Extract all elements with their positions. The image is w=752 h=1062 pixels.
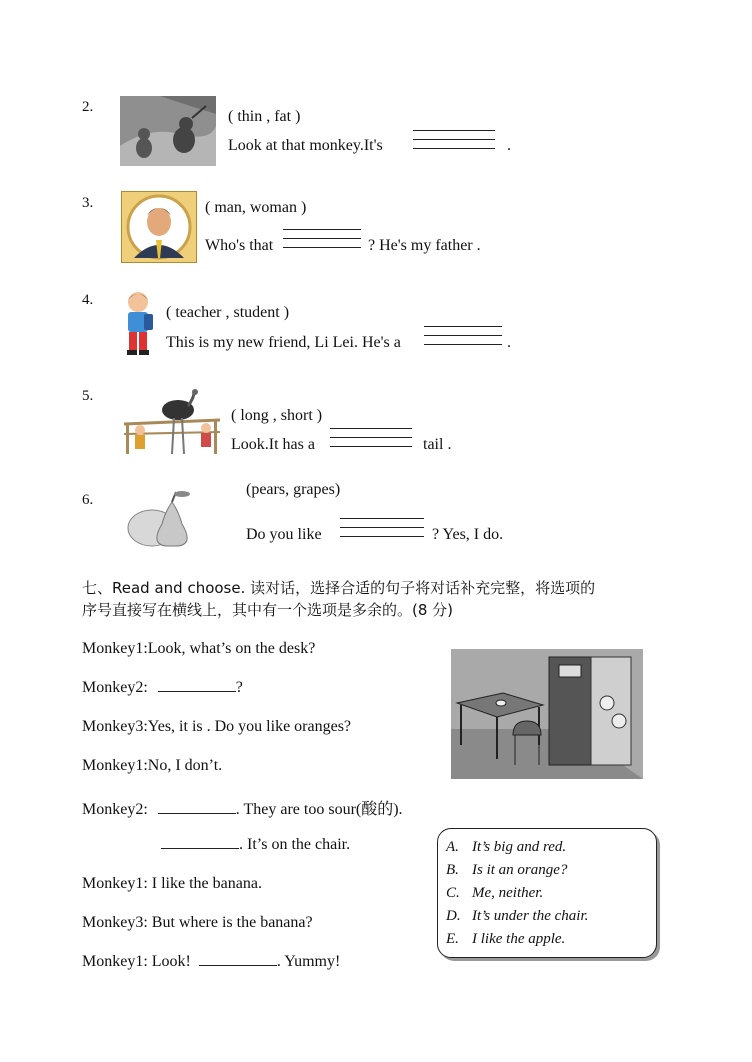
student-image [120, 290, 156, 362]
option-label: E. [446, 931, 459, 947]
q6-number: 6. [82, 492, 94, 508]
q2-answer-lines[interactable] [413, 130, 495, 157]
q5-end: tail . [423, 436, 452, 453]
father-image [121, 191, 197, 263]
option-d [446, 908, 588, 925]
line-end: ? [235, 679, 243, 696]
q5-sentence: Look.It has a [231, 436, 315, 453]
line-end: . Yummy! [276, 953, 341, 970]
section7-heading-line2: 序号直接写在横线上，其中有一个选项是多余的。(8 分) [82, 601, 454, 619]
dialogue-line-8: Monkey3: But where is the banana? [82, 914, 313, 931]
q6-options: (pears, grapes) [246, 481, 341, 498]
ostrich-image [122, 388, 220, 458]
option-text: It’s big and red. [472, 839, 567, 855]
option-e [446, 931, 565, 948]
answer-blank-3[interactable] [161, 848, 239, 849]
q4-options: ( teacher , student ) [166, 304, 290, 321]
option-b [446, 862, 567, 879]
q5-options: ( long , short ) [231, 407, 323, 424]
monkeys-image [120, 96, 216, 166]
q4-number: 4. [82, 292, 94, 308]
option-c [446, 885, 543, 902]
q6-sentence: Do you like [246, 526, 322, 543]
q4-end: . [507, 334, 511, 351]
room-image [451, 649, 643, 779]
answer-blank-4[interactable] [199, 965, 277, 966]
q6-answer-lines[interactable] [340, 518, 424, 545]
option-label: B. [446, 862, 459, 878]
option-text: I like the apple. [472, 931, 566, 947]
answer-blank-2[interactable] [158, 813, 236, 814]
dialogue-line-5 [82, 796, 403, 819]
dialogue-line-2 [82, 679, 243, 697]
answer-blank-1[interactable] [158, 691, 236, 692]
q2-options: ( thin , fat ) [228, 108, 301, 125]
q2-sentence: Look at that monkey.It's [228, 137, 383, 154]
speaker: Monkey2: [82, 801, 148, 818]
q5-answer-lines[interactable] [330, 428, 412, 455]
option-text: Is it an orange? [472, 862, 568, 878]
q6-end: ? Yes, I do. [432, 526, 504, 543]
line-end: . It’s on the chair. [239, 836, 351, 853]
q3-sentence: Who's that [205, 237, 274, 254]
dialogue-line-7: Monkey1: I like the banana. [82, 875, 262, 892]
q3-options: ( man, woman ) [205, 199, 307, 216]
speaker: Monkey2: [82, 679, 148, 696]
q3-answer-lines[interactable] [283, 229, 361, 256]
q5-number: 5. [82, 388, 94, 404]
q3-number: 3. [82, 195, 94, 211]
speaker: Monkey1: Look! [82, 953, 191, 970]
option-label: C. [446, 885, 460, 901]
dialogue-line-4: Monkey1:No, I don’t. [82, 757, 223, 774]
option-label: D. [446, 908, 461, 924]
dialogue-line-9 [82, 953, 340, 971]
line-end: . They are too sour(酸的). [235, 801, 403, 818]
options-box [437, 828, 657, 958]
section7-heading-line1: 七、Read and choose. 读对话，选择合适的句子将对话补充完整，将选项的 [82, 579, 596, 597]
option-label: A. [446, 839, 459, 855]
option-text: It’s under the chair. [472, 908, 589, 924]
q4-answer-lines[interactable] [424, 326, 502, 353]
dialogue-line-1: Monkey1:Look, what’s on the desk? [82, 640, 316, 657]
q2-end: . [507, 137, 511, 154]
dialogue-line-6 [161, 836, 350, 854]
q3-end: ? He's my father . [368, 237, 481, 254]
q2-number: 2. [82, 99, 94, 115]
q4-sentence: This is my new friend, Li Lei. He's a [166, 334, 401, 351]
dialogue-line-3: Monkey3:Yes, it is . Do you like oranges? [82, 718, 352, 735]
option-a [446, 839, 566, 856]
pears-image [122, 488, 204, 550]
option-text: Me, neither. [472, 885, 544, 901]
